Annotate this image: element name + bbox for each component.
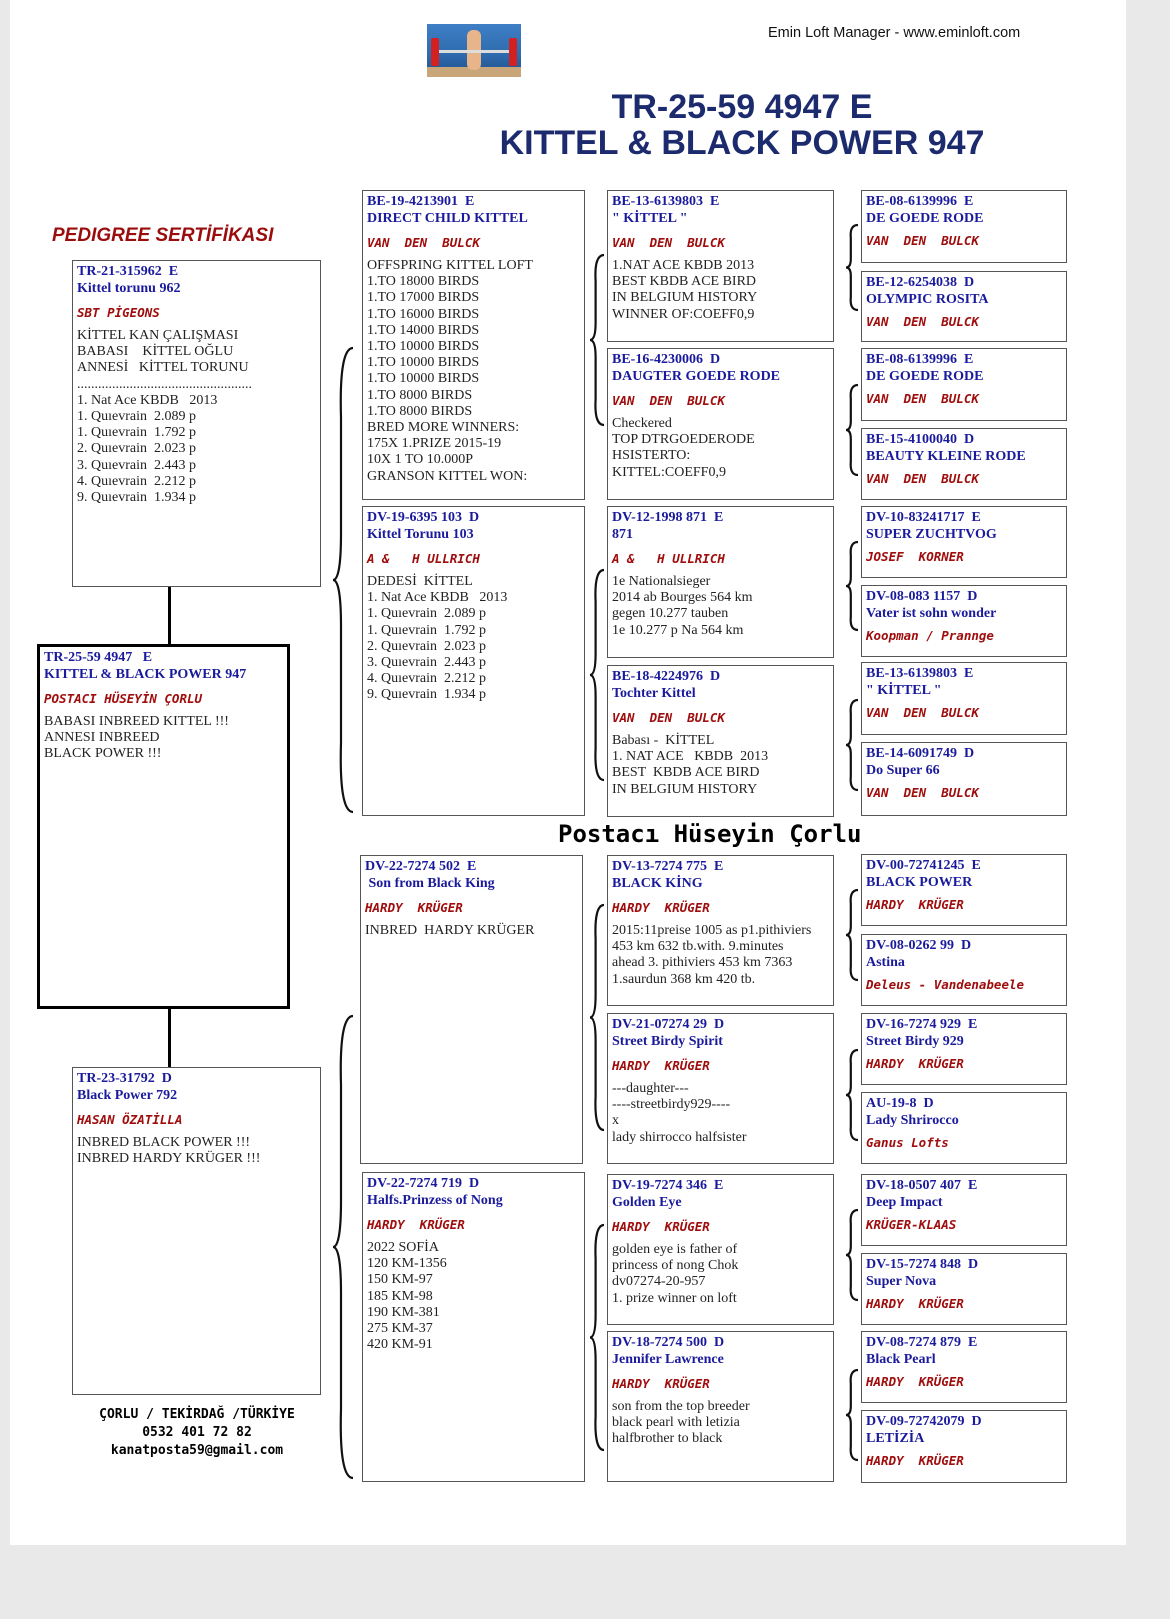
note-line: 1.TO 16000 BIRDS — [367, 306, 480, 322]
breeder-name: VAN DEN BULCK — [866, 314, 979, 329]
footer-address: ÇORLU / TEKİRDAĞ /TÜRKİYE — [99, 1407, 295, 1422]
ring-number: DV-18-0507 407 E — [866, 1178, 978, 1193]
breeder-name: Ganus Lofts — [866, 1135, 949, 1150]
note-line: 1. Nat Ace KBDB 2013 — [367, 590, 508, 606]
breeder-name: VAN DEN BULCK — [612, 710, 725, 725]
note-line: .................................................. — [77, 376, 252, 392]
note-line: HSISTERTO: — [612, 448, 691, 464]
pigeon-card — [362, 506, 585, 816]
certificate-label: PEDIGREE SERTİFİKASI — [52, 225, 274, 246]
pigeon-name: BLACK KİNG — [612, 875, 703, 891]
note-line: KITTEL:COEFF0,9 — [612, 464, 726, 480]
pigeon-card — [861, 742, 1067, 816]
breeder-name: SBT PİGEONS — [77, 305, 160, 320]
pigeon-card — [607, 1331, 834, 1482]
ring-number: BE-08-6139996 E — [866, 352, 974, 367]
pigeon-notes — [367, 258, 580, 485]
pigeon-name: DIRECT CHILD KITTEL — [367, 210, 528, 226]
note-line: 1. Quıevrain 2.089 p — [77, 409, 196, 425]
note-line: lady shirrocco halfsister — [612, 1129, 747, 1145]
connector-line — [168, 1007, 171, 1068]
pigeon-card — [861, 190, 1067, 263]
note-line: 4. Quıevrain 2.212 p — [367, 671, 486, 687]
note-line: 420 KM-91 — [367, 1337, 433, 1353]
pigeon-notes — [612, 1242, 829, 1307]
note-line: x — [612, 1113, 619, 1129]
pigeon-card — [607, 1174, 834, 1325]
pigeon-notes — [612, 733, 829, 798]
ring-number: DV-09-72742079 D — [866, 1414, 982, 1429]
pigeon-notes — [612, 923, 829, 988]
ring-number: DV-15-7274 848 D — [866, 1257, 979, 1272]
breeder-name: HARDY KRÜGER — [866, 897, 964, 912]
note-line: 1.TO 18000 BIRDS — [367, 274, 480, 290]
pigeon-name: 871 — [612, 526, 633, 542]
pigeon-name: Black Power 792 — [77, 1087, 178, 1103]
pigeon-card — [360, 855, 583, 1164]
note-line: 9. Quıevrain 1.934 p — [367, 687, 486, 703]
pigeon-name: DAUGTER GOEDE RODE — [612, 368, 781, 384]
note-line: ahead 3. pithiviers 453 km 7363 — [612, 955, 793, 971]
ring-number: DV-19-6395 103 D — [367, 510, 480, 525]
ring-number: DV-16-7274 929 E — [866, 1017, 978, 1032]
page-title-name: KITTEL & BLACK POWER 947 — [499, 124, 985, 162]
pigeon-card — [37, 644, 290, 1009]
pigeon-name: Son from Black King — [365, 875, 495, 891]
pigeon-card — [861, 585, 1067, 657]
ring-number: BE-13-6139803 E — [612, 194, 720, 209]
pigeon-card — [861, 854, 1067, 926]
breeder-name: A & H ULLRICH — [612, 551, 725, 566]
ring-number: DV-08-083 1157 D — [866, 589, 978, 604]
footer-phone: 0532 401 72 82 — [142, 1425, 252, 1440]
note-line: Checkered — [612, 416, 672, 431]
pigeon-name: Halfs.Prinzess of Nong — [367, 1192, 503, 1208]
pigeon-notes — [77, 328, 316, 506]
ring-number: BE-14-6091749 D — [866, 746, 975, 761]
note-line: IN BELGIUM HISTORY — [612, 290, 758, 306]
note-line: princess of nong Chok — [612, 1258, 739, 1274]
pigeon-name: Black Pearl — [866, 1351, 936, 1367]
note-line: ----streetbirdy929---- — [612, 1097, 731, 1113]
note-line: BRED MORE WINNERS: — [367, 420, 520, 436]
note-line: son from the top breeder — [612, 1399, 750, 1414]
pigeon-name: Vater ist sohn wonder — [866, 605, 997, 621]
note-line: ANNESİ KİTTEL TORUNU — [77, 360, 249, 376]
pigeon-card — [362, 1172, 585, 1482]
ring-number: BE-16-4230006 D — [612, 352, 721, 367]
note-line: IN BELGIUM HISTORY — [612, 781, 758, 797]
pigeon-name: OLYMPIC ROSITA — [866, 291, 989, 307]
pigeon-name: Tochter Kittel — [612, 685, 696, 701]
breeder-name: HARDY KRÜGER — [367, 1217, 465, 1232]
pigeon-name: SUPER ZUCHTVOG — [866, 526, 997, 542]
pigeon-card — [861, 1253, 1067, 1325]
note-line: 120 KM-1356 — [367, 1256, 447, 1272]
note-line: BABASI INBREED KITTEL !!! — [44, 714, 229, 729]
pigeon-notes — [612, 574, 829, 639]
breeder-name: POSTACI HÜSEYİN ÇORLU — [44, 691, 203, 706]
note-line: golden eye is father of — [612, 1242, 738, 1257]
note-line: 1.TO 14000 BIRDS — [367, 322, 480, 338]
pigeon-card — [607, 855, 834, 1006]
note-line: 1.TO 8000 BIRDS — [367, 387, 473, 403]
breeder-name: HARDY KRÜGER — [612, 1219, 710, 1234]
pigeon-name: Jennifer Lawrence — [612, 1351, 724, 1367]
pigeon-notes — [612, 416, 829, 481]
breeder-name: HARDY KRÜGER — [866, 1453, 964, 1468]
pigeon-name: Golden Eye — [612, 1194, 682, 1210]
pigeon-name: LETİZİA — [866, 1430, 925, 1446]
breeder-name: JOSEF KORNER — [866, 549, 964, 564]
note-line: 2022 SOFİA — [367, 1240, 439, 1255]
note-line: BEST KBDB ACE BIRD — [612, 274, 757, 290]
pigeon-card — [861, 1013, 1067, 1085]
pigeon-name: BLACK POWER — [866, 874, 973, 890]
ring-number: DV-22-7274 502 E — [365, 859, 477, 874]
brand-text: Emin Loft Manager - www.eminloft.com — [768, 25, 1021, 41]
pigeon-card — [861, 1331, 1067, 1403]
note-line: 453 km 632 tb.with. 9.minutes — [612, 939, 784, 955]
note-line: 1. Nat Ace KBDB 2013 — [77, 392, 218, 408]
breeder-name: HARDY KRÜGER — [866, 1056, 964, 1071]
pigeon-notes — [77, 1135, 316, 1167]
note-line: BEST KBDB ACE BIRD — [612, 765, 760, 781]
pigeon-name: Super Nova — [866, 1273, 937, 1289]
ring-number: DV-12-1998 871 E — [612, 510, 724, 525]
pigeon-name: KITTEL & BLACK POWER 947 — [44, 666, 247, 682]
note-line: 1e Nationalsieger — [612, 574, 711, 589]
breeder-name: HARDY KRÜGER — [866, 1296, 964, 1311]
ring-number: DV-19-7274 346 E — [612, 1178, 724, 1193]
note-line: WINNER OF:COEFF0,9 — [612, 306, 755, 322]
pigeon-notes — [44, 714, 283, 763]
breeder-name: HASAN ÖZATİLLA — [77, 1112, 183, 1127]
breeder-name: VAN DEN BULCK — [866, 233, 979, 248]
breeder-name: HARDY KRÜGER — [612, 1058, 710, 1073]
pigeon-notes — [612, 1081, 829, 1146]
note-line: 1. Quıevrain 1.792 p — [77, 425, 196, 441]
note-line: 1.TO 10000 BIRDS — [367, 339, 480, 355]
note-line: KİTTEL KAN ÇALIŞMASI — [77, 328, 239, 343]
pigeon-card — [607, 506, 834, 658]
footer-email: kanatposta59@gmail.com — [110, 1443, 284, 1458]
ring-number: BE-13-6139803 E — [866, 666, 974, 681]
pigeon-card — [861, 271, 1067, 342]
note-line: 1.TO 10000 BIRDS — [367, 371, 480, 387]
ring-number: AU-19-8 D — [866, 1096, 934, 1111]
ring-number: DV-10-83241717 E — [866, 510, 981, 525]
note-line: INBRED BLACK POWER !!! — [77, 1135, 251, 1150]
note-line: 1e 10.277 p Na 564 km — [612, 622, 744, 638]
breeder-name: VAN DEN BULCK — [612, 393, 725, 408]
note-line: 1. Quıevrain 2.089 p — [367, 606, 486, 622]
note-line: black pearl with letizia — [612, 1415, 740, 1431]
ring-number: DV-00-72741245 E — [866, 858, 981, 873]
pigeon-card — [861, 1174, 1067, 1246]
ring-number: TR-23-31792 D — [77, 1071, 172, 1086]
pigeon-card — [861, 428, 1067, 500]
pigeon-card — [861, 1410, 1067, 1483]
pigeon-card — [362, 190, 585, 500]
pigeon-name: Deep Impact — [866, 1194, 943, 1210]
pigeon-name: Kittel torunu 962 — [77, 280, 181, 296]
note-line: 9. Quıevrain 1.934 p — [77, 490, 196, 506]
pigeon-card — [861, 934, 1067, 1006]
note-line: 3. Quıevrain 2.443 p — [367, 655, 486, 671]
note-line: Babası - KİTTEL — [612, 733, 715, 748]
note-line: OFFSPRING KITTEL LOFT — [367, 258, 533, 273]
pigeon-card — [861, 662, 1067, 735]
pigeon-notes — [365, 923, 578, 939]
pigeon-card — [861, 348, 1067, 421]
pigeon-name: " KİTTEL " — [612, 210, 688, 226]
note-line: 175X 1.PRIZE 2015-19 — [367, 436, 502, 452]
note-line: ---daughter--- — [612, 1081, 689, 1096]
pigeon-notes — [367, 574, 580, 704]
ring-number: DV-13-7274 775 E — [612, 859, 724, 874]
breeder-name: HARDY KRÜGER — [612, 1376, 710, 1391]
note-line: 275 KM-37 — [367, 1321, 433, 1337]
breeder-name: HARDY KRÜGER — [365, 900, 463, 915]
note-line: INBRED HARDY KRÜGER !!! — [77, 1151, 261, 1167]
note-line: 3. Quıevrain 2.443 p — [77, 457, 196, 473]
note-line: 150 KM-97 — [367, 1272, 433, 1288]
note-line: 1.TO 8000 BIRDS — [367, 403, 473, 419]
note-line: TOP DTRGOEDERODE — [612, 432, 755, 448]
pigeon-card — [607, 1013, 834, 1164]
connector-line — [168, 586, 171, 646]
ring-number: BE-19-4213901 E — [367, 194, 475, 209]
pigeon-card — [607, 665, 834, 817]
note-line: 1. NAT ACE KBDB 2013 — [612, 749, 769, 765]
pigeon-card — [72, 260, 321, 587]
pigeon-card — [607, 348, 834, 500]
pigeon-card — [607, 190, 834, 342]
pigeon-name: Astina — [866, 954, 905, 970]
ring-number: TR-21-315962 E — [77, 264, 179, 279]
pigeon-notes — [612, 258, 829, 323]
note-line: DEDESİ KİTTEL — [367, 574, 473, 589]
pigeon-name: Kittel Torunu 103 — [367, 526, 474, 542]
note-line: ANNESI INBREED — [44, 730, 160, 746]
ring-number: BE-08-6139996 E — [866, 194, 974, 209]
note-line: BLACK POWER !!! — [44, 746, 162, 762]
owner-banner: Postacı Hüseyin Çorlu — [558, 820, 862, 848]
ring-number: TR-25-59 4947 E — [44, 650, 153, 665]
ring-number: DV-08-0262 99 D — [866, 938, 972, 953]
ring-number: DV-08-7274 879 E — [866, 1335, 978, 1350]
pigeon-name: " KİTTEL " — [866, 682, 942, 698]
breeder-name: KRÜGER-KLAAS — [866, 1217, 957, 1232]
breeder-name: VAN DEN BULCK — [866, 471, 979, 486]
breeder-name: VAN DEN BULCK — [612, 235, 725, 250]
note-line: 2. Quıevrain 2.023 p — [367, 638, 486, 654]
breeder-name: HARDY KRÜGER — [866, 1374, 964, 1389]
note-line: 4. Quıevrain 2.212 p — [77, 473, 196, 489]
pigeon-notes — [367, 1240, 580, 1353]
ring-number: BE-18-4224976 D — [612, 669, 721, 684]
note-line: INBRED HARDY KRÜGER — [365, 923, 535, 938]
note-line: 190 KM-381 — [367, 1304, 440, 1320]
note-line: 2. Quıevrain 2.023 p — [77, 441, 196, 457]
ring-number: BE-12-6254038 D — [866, 275, 975, 290]
note-line: 185 KM-98 — [367, 1288, 433, 1304]
ring-number: DV-21-07274 29 D — [612, 1017, 725, 1032]
weightlifter-photo — [427, 24, 521, 77]
pigeon-name: Street Birdy 929 — [866, 1033, 964, 1049]
contact-footer — [60, 1406, 334, 1460]
page-title-ring: TR-25-59 4947 E — [611, 88, 873, 126]
note-line: 1.TO 17000 BIRDS — [367, 290, 480, 306]
note-line: 2014 ab Bourges 564 km — [612, 590, 753, 606]
note-line: BABASI KİTTEL OĞLU — [77, 344, 234, 360]
pigeon-name: BEAUTY KLEINE RODE — [866, 448, 1026, 464]
breeder-name: VAN DEN BULCK — [866, 391, 979, 406]
pigeon-name: Street Birdy Spirit — [612, 1033, 723, 1049]
pigeon-card — [861, 1092, 1067, 1164]
ring-number: DV-22-7274 719 D — [367, 1176, 480, 1191]
ring-number: BE-15-4100040 D — [866, 432, 975, 447]
pigeon-name: DE GOEDE RODE — [866, 210, 984, 226]
pigeon-name: Lady Shrirocco — [866, 1112, 959, 1128]
note-line: gegen 10.277 tauben — [612, 606, 729, 622]
note-line: 1.NAT ACE KBDB 2013 — [612, 258, 755, 273]
note-line: 1. prize winner on loft — [612, 1290, 737, 1306]
pigeon-name: Do Super 66 — [866, 762, 940, 778]
breeder-name: VAN DEN BULCK — [866, 705, 979, 720]
note-line: dv07274-20-957 — [612, 1274, 706, 1290]
note-line: 10X 1 TO 10.000P — [367, 452, 474, 468]
breeder-name: HARDY KRÜGER — [612, 900, 710, 915]
breeder-name: Deleus - Vandenabeele — [866, 977, 1025, 992]
pigeon-card — [861, 506, 1067, 578]
note-line: GRANSON KITTEL WON: — [367, 468, 528, 484]
note-line: 1.TO 10000 BIRDS — [367, 355, 480, 371]
breeder-name: VAN DEN BULCK — [367, 235, 480, 250]
note-line: 1.saurdun 368 km 420 tb. — [612, 971, 756, 987]
ring-number: DV-18-7274 500 D — [612, 1335, 725, 1350]
note-line: halfbrother to black — [612, 1431, 723, 1447]
note-line: 2015:11preise 1005 as p1.pithiviers — [612, 923, 812, 938]
pigeon-card — [72, 1067, 321, 1395]
pigeon-notes — [612, 1399, 829, 1448]
pigeon-name: DE GOEDE RODE — [866, 368, 984, 384]
breeder-name: Koopman / Prannge — [866, 628, 994, 643]
breeder-name: A & H ULLRICH — [367, 551, 480, 566]
note-line: 1. Quıevrain 1.792 p — [367, 622, 486, 638]
breeder-name: VAN DEN BULCK — [866, 785, 979, 800]
